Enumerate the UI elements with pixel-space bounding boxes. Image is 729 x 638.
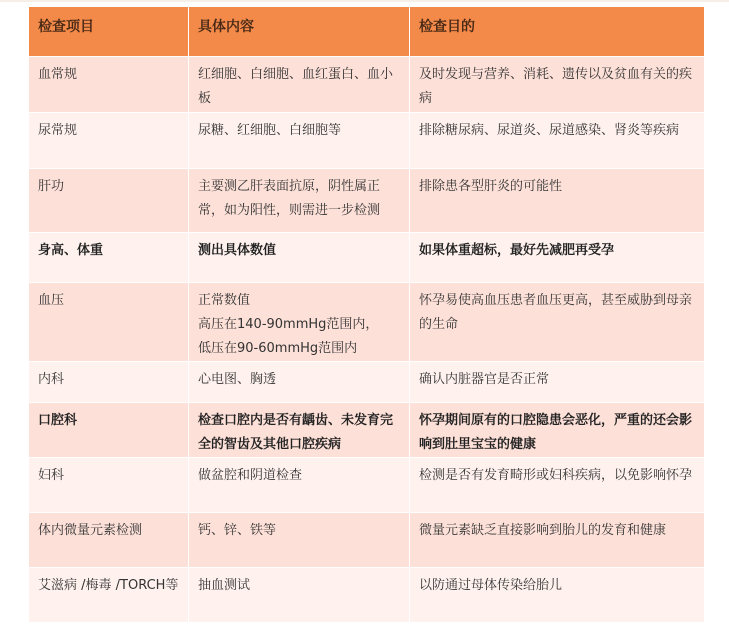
content-line: 钙、锌、铁等 [198, 523, 277, 538]
exam-table [28, 6, 705, 623]
top-strip [0, 0, 729, 2]
header-content: 具体内容 [189, 7, 410, 57]
content-line: 主要测乙肝表面抗原，阴性属正常，如为阳性，则需进一步检测 [198, 179, 381, 218]
header-item: 检查项目 [29, 7, 189, 57]
cell-content [189, 283, 410, 362]
cell-purpose: 怀孕易使高血压患者血压更高，甚至威胁到母亲的生命 [410, 283, 705, 362]
cell-item: 血压 [29, 283, 189, 362]
table-body [29, 57, 705, 623]
content-line: 心电图、胸透 [198, 372, 277, 387]
cell-content [189, 169, 410, 233]
cell-purpose: 微量元素缺乏直接影响到胎儿的发育和健康 [410, 513, 705, 568]
cell-item: 口腔科 [29, 403, 189, 458]
cell-content [189, 362, 410, 403]
cell-purpose: 以防通过母体传染给胎儿 [410, 568, 705, 623]
content-line: 检查口腔内是否有龋齿、未发育完全的智齿及其他口腔疾病 [198, 413, 394, 452]
table-row [29, 169, 705, 233]
cell-item: 肝功 [29, 169, 189, 233]
table-row [29, 113, 705, 169]
cell-item: 身高、体重 [29, 233, 189, 283]
table-row [29, 233, 705, 283]
content-line: 低压在90-60mmHg范围内 [198, 341, 358, 356]
content-line: 测出具体数值 [198, 243, 277, 258]
cell-purpose: 排除糖尿病、尿道炎、尿道感染、肾炎等疾病 [410, 113, 705, 169]
content-line: 尿糖、红细胞、白细胞等 [198, 123, 342, 138]
header-row [29, 7, 705, 57]
cell-purpose: 怀孕期间原有的口腔隐患会恶化，严重的还会影响到肚里宝宝的健康 [410, 403, 705, 458]
cell-content [189, 403, 410, 458]
cell-content [189, 57, 410, 113]
table-row [29, 57, 705, 113]
cell-purpose: 确认内脏器官是否正常 [410, 362, 705, 403]
cell-purpose: 检测是否有发育畸形或妇科疾病，以免影响怀孕 [410, 458, 705, 513]
content-line: 做盆腔和阴道检查 [198, 468, 303, 483]
cell-item: 内科 [29, 362, 189, 403]
table-row [29, 362, 705, 403]
cell-content [189, 568, 410, 623]
content-line: 抽血测试 [198, 578, 251, 593]
content-line: 高压在140-90mmHg范围内， [198, 317, 379, 332]
cell-purpose: 及时发现与营养、消耗、遗传以及贫血有关的疾病 [410, 57, 705, 113]
cell-content [189, 458, 410, 513]
table-row [29, 403, 705, 458]
content-line: 正常数值 [198, 293, 251, 308]
cell-item: 艾滋病 /梅毒 /TORCH等 [29, 568, 189, 623]
cell-item: 血常规 [29, 57, 189, 113]
table-row [29, 283, 705, 362]
cell-content [189, 513, 410, 568]
table-row [29, 513, 705, 568]
header-purpose: 检查目的 [410, 7, 705, 57]
table-row [29, 458, 705, 513]
content-line: 红细胞、白细胞、血红蛋白、血小板 [198, 67, 394, 106]
cell-item: 尿常规 [29, 113, 189, 169]
cell-item: 妇科 [29, 458, 189, 513]
cell-purpose: 排除患各型肝炎的可能性 [410, 169, 705, 233]
table-row [29, 568, 705, 623]
cell-content [189, 233, 410, 283]
cell-item: 体内微量元素检测 [29, 513, 189, 568]
cell-content [189, 113, 410, 169]
cell-purpose: 如果体重超标，最好先减肥再受孕 [410, 233, 705, 283]
